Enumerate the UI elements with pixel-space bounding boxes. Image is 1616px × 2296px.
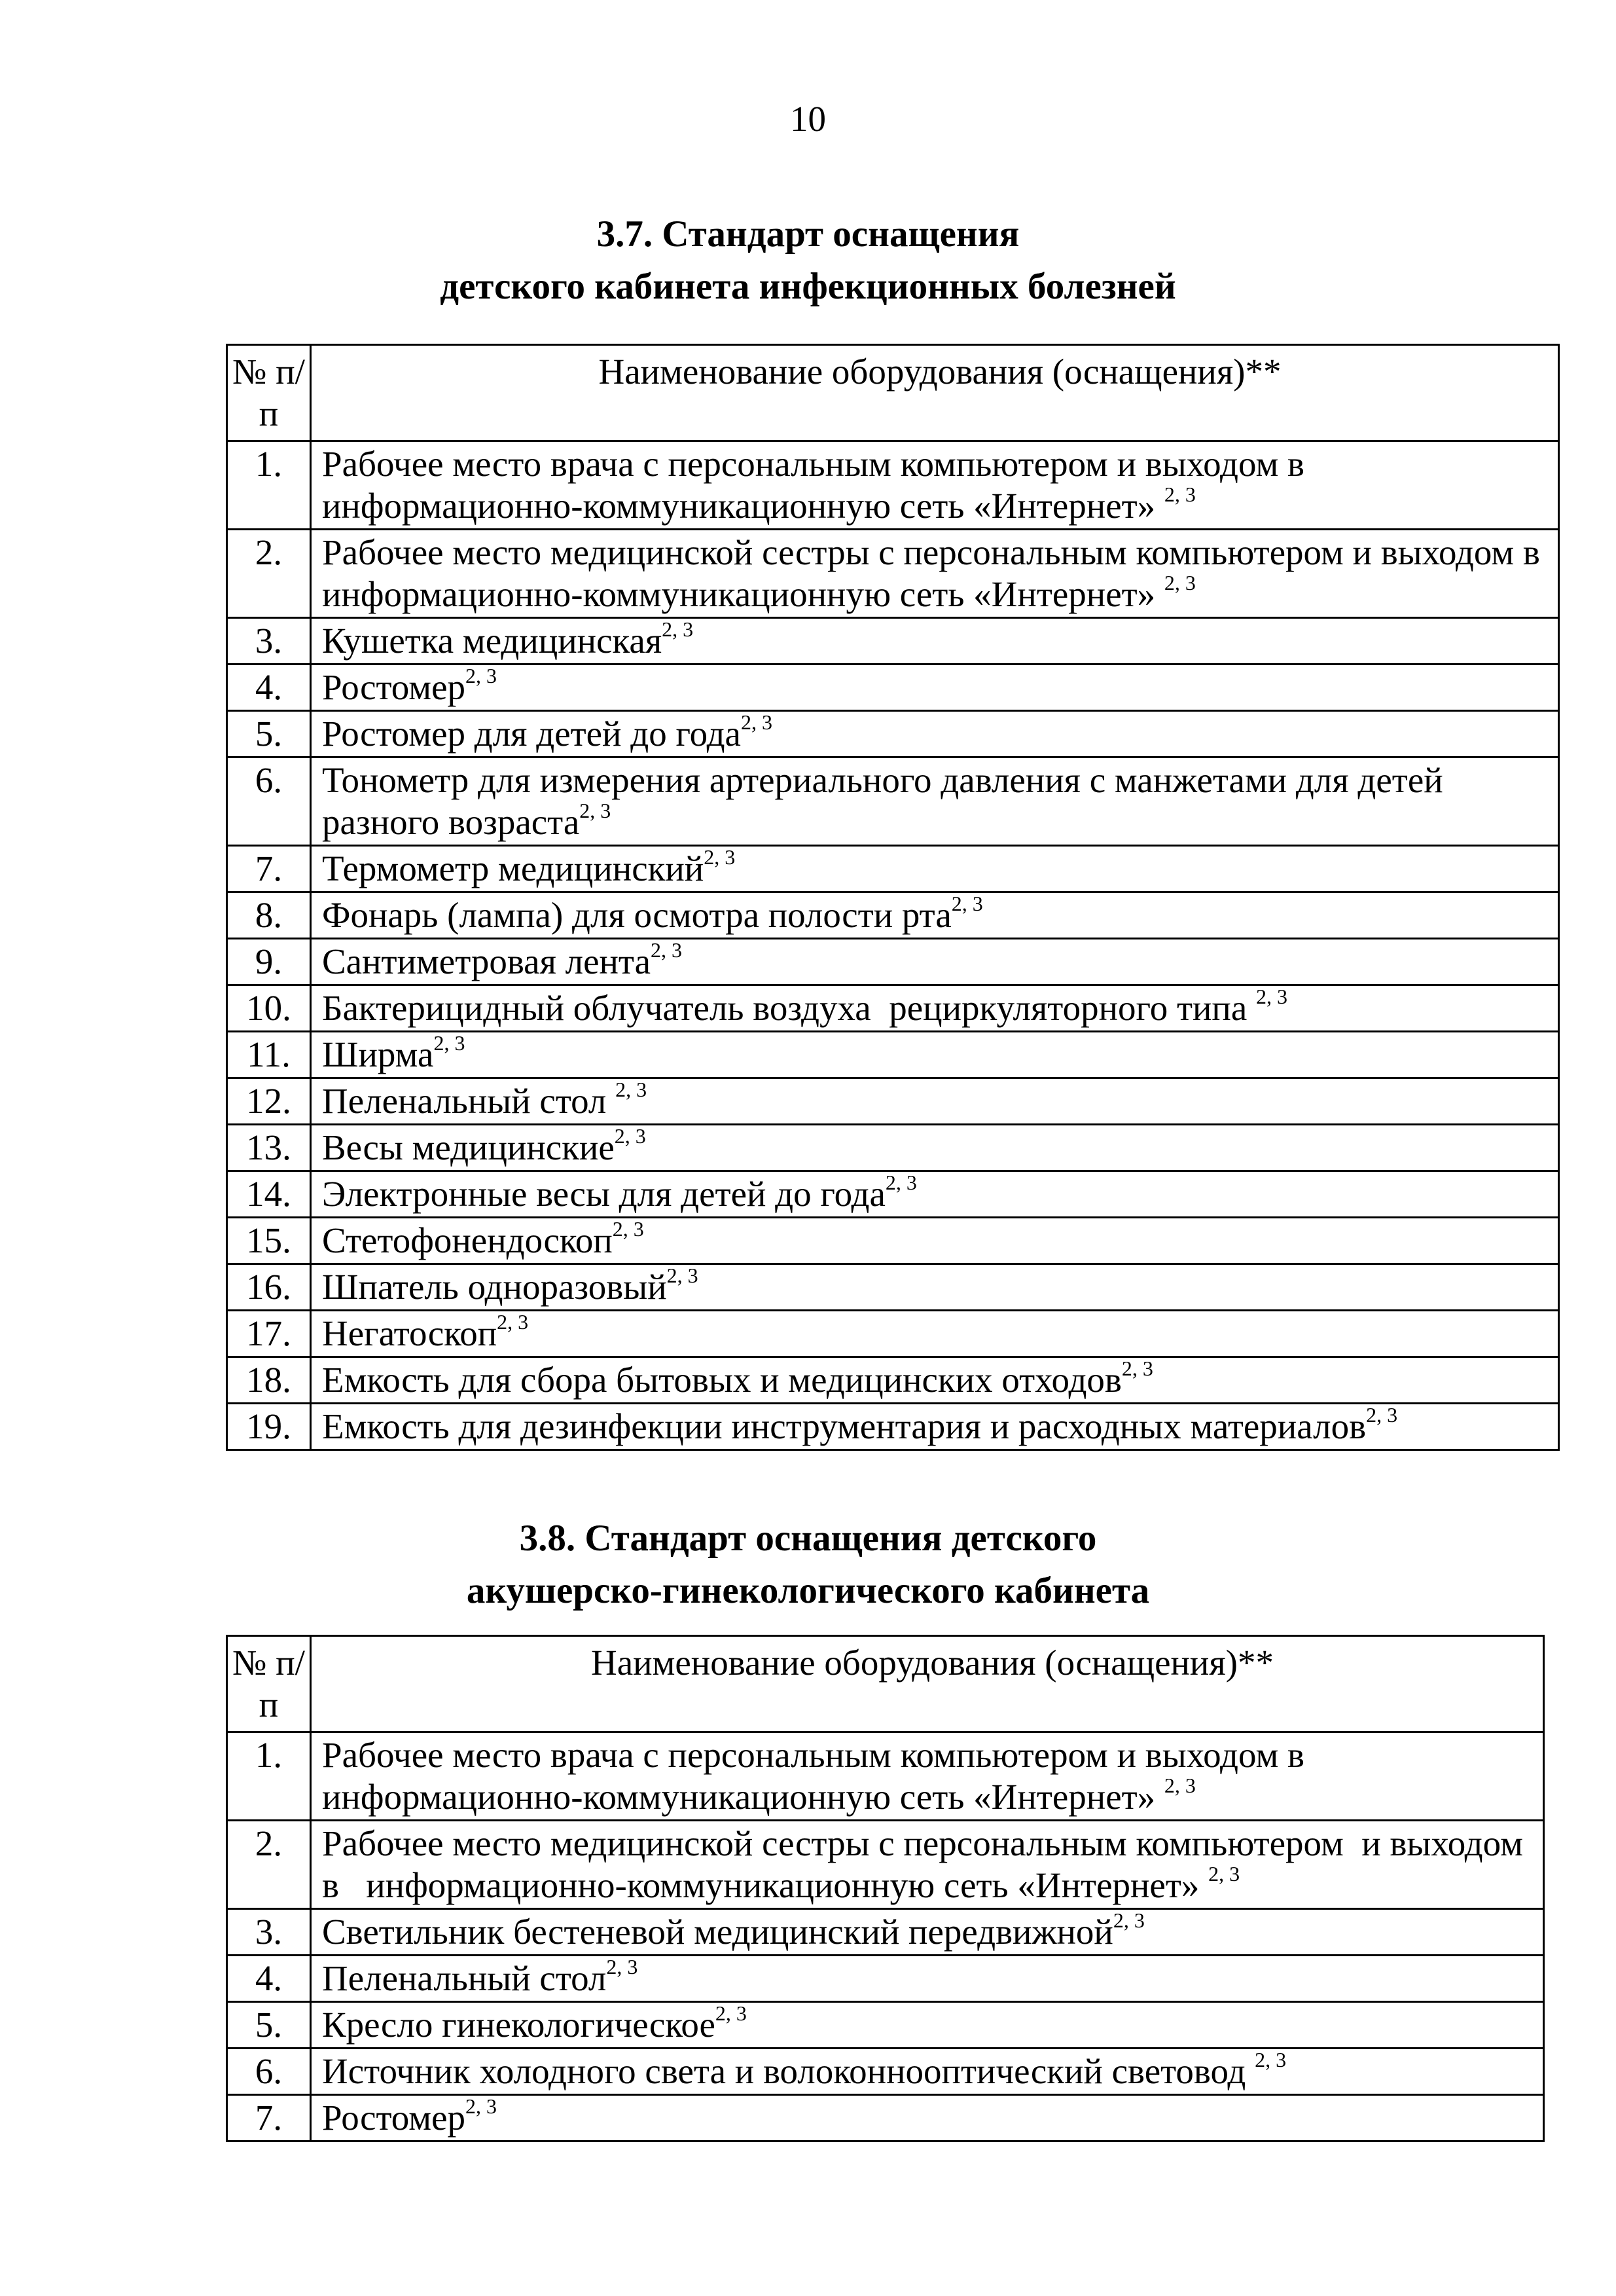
footnote-marker: 2, 3	[1255, 2047, 1287, 2071]
table-row	[227, 2049, 1544, 2095]
row-number: 3.	[227, 1909, 311, 1956]
equipment-name: Фонарь (лампа) для осмотра полости рта	[322, 895, 952, 935]
header-name-cell: Наименование оборудования (оснащения)**	[311, 345, 1559, 441]
equipment-name-cell	[311, 1171, 1559, 1218]
equipment-name-cell	[311, 1032, 1559, 1078]
equipment-name: Рабочее место медицинской сестры с персональным компьютером и выходом в информационно-коммуникационную сеть «Интернет»	[322, 532, 1549, 614]
equipment-name-cell	[311, 1218, 1559, 1264]
table-row	[227, 665, 1559, 711]
equipment-name-cell	[311, 1404, 1559, 1450]
equipment-name: Ростомер	[322, 2098, 465, 2138]
row-number: 12.	[227, 1078, 311, 1125]
table-row	[227, 618, 1559, 665]
equipment-name: Бактерицидный облучатель воздуха рециркуляторного типа	[322, 988, 1257, 1028]
row-number: 6.	[227, 757, 311, 846]
row-number: 1.	[227, 1732, 311, 1821]
equipment-name-cell	[311, 1821, 1544, 1909]
section-title-3-7	[0, 208, 1616, 313]
table-row	[227, 939, 1559, 985]
row-number: 9.	[227, 939, 311, 985]
footnote-marker: 2, 3	[579, 798, 611, 822]
equipment-name-cell	[311, 665, 1559, 711]
equipment-name-cell	[311, 618, 1559, 665]
row-number: 2.	[227, 530, 311, 618]
equipment-name-cell	[311, 530, 1559, 618]
row-number: 2.	[227, 1821, 311, 1909]
footnote-marker: 2, 3	[465, 2094, 497, 2118]
table-row	[227, 1264, 1559, 1311]
row-number: 5.	[227, 2002, 311, 2049]
equipment-name-cell	[311, 2095, 1544, 2141]
table-row	[227, 1404, 1559, 1450]
table-row	[227, 1032, 1559, 1078]
row-number: 4.	[227, 1956, 311, 2002]
table-row	[227, 2095, 1544, 2141]
table-row	[227, 1732, 1544, 1821]
row-number: 18.	[227, 1357, 311, 1404]
table-row	[227, 1821, 1544, 1909]
equipment-name-cell	[311, 757, 1559, 846]
equipment-name: Пеленальный стол	[322, 1958, 607, 1998]
row-number: 4.	[227, 665, 311, 711]
row-number: 7.	[227, 2095, 311, 2141]
table-header-row	[227, 1636, 1544, 1732]
equipment-name: Емкость для дезинфекции инструментария и расходных материалов	[322, 1406, 1367, 1446]
equipment-name: Ширма	[322, 1034, 434, 1074]
footnote-marker: 2, 3	[1164, 1773, 1196, 1797]
equipment-name-cell	[311, 892, 1559, 939]
equipment-table-3-7	[226, 344, 1560, 1451]
footnote-marker: 2, 3	[1164, 570, 1196, 594]
footnote-marker: 2, 3	[740, 710, 772, 734]
table-row	[227, 892, 1559, 939]
table-row	[227, 757, 1559, 846]
row-number: 17.	[227, 1311, 311, 1357]
section-title-line1: 3.7. Стандарт оснащения	[596, 213, 1020, 255]
row-number: 16.	[227, 1264, 311, 1311]
equipment-name-cell	[311, 2049, 1544, 2095]
row-number: 13.	[227, 1125, 311, 1171]
equipment-name-cell	[311, 846, 1559, 892]
footnote-marker: 2, 3	[662, 617, 694, 641]
equipment-name: Кушетка медицинская	[322, 621, 662, 661]
equipment-name-cell	[311, 1311, 1559, 1357]
table-row	[227, 846, 1559, 892]
row-number: 6.	[227, 2049, 311, 2095]
equipment-name: Светильник бестеневой медицинский передвижной	[322, 1912, 1113, 1952]
equipment-name: Источник холодного света и волоконнооптический световод	[322, 2051, 1255, 2091]
table-row	[227, 530, 1559, 618]
header-number-cell: № п/п	[227, 1636, 311, 1732]
table-row	[227, 1357, 1559, 1404]
section-title-line1: 3.8. Стандарт оснащения детского	[519, 1518, 1097, 1559]
footnote-marker: 2, 3	[606, 1954, 638, 1978]
equipment-name-cell	[311, 1956, 1544, 2002]
equipment-table-3-8	[226, 1635, 1545, 2142]
table-row	[227, 1956, 1544, 2002]
equipment-name-cell	[311, 1909, 1544, 1956]
row-number: 1.	[227, 441, 311, 530]
table-row	[227, 1125, 1559, 1171]
equipment-name-cell	[311, 441, 1559, 530]
footnote-marker: 2, 3	[614, 1123, 646, 1148]
footnote-marker: 2, 3	[666, 1263, 698, 1287]
footnote-marker: 2, 3	[615, 1077, 647, 1101]
row-number: 11.	[227, 1032, 311, 1078]
row-number: 14.	[227, 1171, 311, 1218]
equipment-name-cell	[311, 1264, 1559, 1311]
table-row	[227, 711, 1559, 757]
header-number-cell: № п/п	[227, 345, 311, 441]
equipment-name: Тонометр для измерения артериального давления с манжетами для детей разного возраста	[322, 760, 1452, 842]
header-name-cell: Наименование оборудования (оснащения)**	[311, 1636, 1544, 1732]
equipment-name: Ростомер для детей до года	[322, 714, 741, 754]
row-number: 3.	[227, 618, 311, 665]
equipment-name: Шпатель одноразовый	[322, 1267, 667, 1307]
equipment-name: Негатоскоп	[322, 1313, 497, 1353]
table-header-row	[227, 345, 1559, 441]
equipment-name: Емкость для сбора бытовых и медицинских отходов	[322, 1360, 1122, 1400]
table-row	[227, 1909, 1544, 1956]
row-number: 19.	[227, 1404, 311, 1450]
row-number: 5.	[227, 711, 311, 757]
row-number: 15.	[227, 1218, 311, 1264]
table-row	[227, 1171, 1559, 1218]
row-number: 7.	[227, 846, 311, 892]
footnote-marker: 2, 3	[951, 891, 983, 915]
table-row	[227, 1311, 1559, 1357]
equipment-name-cell	[311, 1125, 1559, 1171]
footnote-marker: 2, 3	[704, 845, 736, 869]
row-number: 10.	[227, 985, 311, 1032]
section-title-line2: детского кабинета инфекционных болезней	[440, 266, 1176, 307]
section-title-line2: акушерско-гинекологического кабинета	[466, 1570, 1150, 1611]
equipment-name: Рабочее место медицинской сестры с персональным компьютером и выходом в информационно-коммуникационную сеть «Интернет»	[322, 1823, 1532, 1905]
equipment-name-cell	[311, 1078, 1559, 1125]
equipment-name-cell	[311, 2002, 1544, 2049]
equipment-name: Рабочее место врача с персональным компьютером и выходом в информационно-коммуникационную сеть «Интернет»	[322, 1735, 1314, 1817]
footnote-marker: 2, 3	[497, 1309, 529, 1334]
page-number: 10	[790, 99, 826, 139]
table-row	[227, 1218, 1559, 1264]
footnote-marker: 2, 3	[1366, 1402, 1398, 1427]
equipment-name: Электронные весы для детей до года	[322, 1174, 886, 1214]
equipment-name: Стетофонендоскоп	[322, 1220, 613, 1260]
footnote-marker: 2, 3	[651, 938, 683, 962]
equipment-name-cell	[311, 985, 1559, 1032]
equipment-name-cell	[311, 711, 1559, 757]
table-row	[227, 985, 1559, 1032]
equipment-name-cell	[311, 1357, 1559, 1404]
footnote-marker: 2, 3	[885, 1170, 917, 1194]
equipment-name: Пеленальный стол	[322, 1081, 616, 1121]
equipment-name: Ростомер	[322, 667, 465, 707]
equipment-name-cell	[311, 939, 1559, 985]
footnote-marker: 2, 3	[1164, 482, 1196, 506]
footnote-marker: 2, 3	[715, 2001, 747, 2025]
equipment-name: Сантиметровая лента	[322, 941, 651, 981]
footnote-marker: 2, 3	[433, 1030, 465, 1055]
table-row	[227, 2002, 1544, 2049]
table-row	[227, 441, 1559, 530]
equipment-name: Весы медицинские	[322, 1127, 615, 1167]
section-title-3-8	[0, 1512, 1616, 1617]
equipment-name: Термометр медицинский	[322, 848, 704, 888]
equipment-name-cell	[311, 1732, 1544, 1821]
footnote-marker: 2, 3	[1121, 1356, 1153, 1380]
footnote-marker: 2, 3	[1208, 1861, 1240, 1886]
footnote-marker: 2, 3	[465, 663, 497, 687]
footnote-marker: 2, 3	[1256, 984, 1288, 1008]
equipment-name: Рабочее место врача с персональным компьютером и выходом в информационно-коммуникационную сеть «Интернет»	[322, 444, 1314, 526]
equipment-name: Кресло гинекологическое	[322, 2005, 715, 2045]
row-number: 8.	[227, 892, 311, 939]
footnote-marker: 2, 3	[1113, 1908, 1145, 1932]
footnote-marker: 2, 3	[612, 1216, 644, 1241]
table-row	[227, 1078, 1559, 1125]
